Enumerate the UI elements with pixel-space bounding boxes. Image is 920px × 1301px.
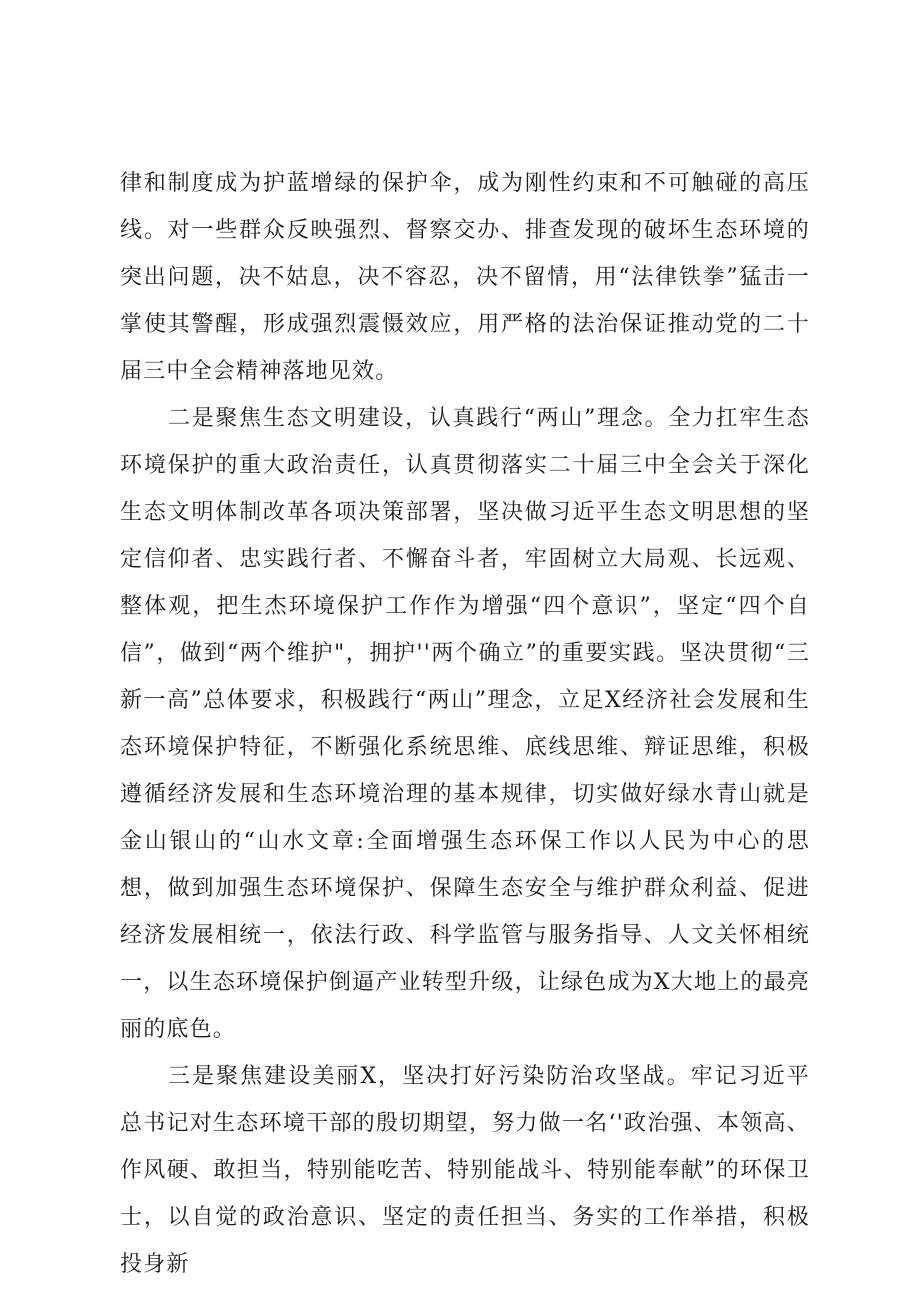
paragraph-beautiful-x: 三是聚焦建设美丽X，坚决打好污染防治攻坚战。牢记习近平总书记对生态环境干部的殷切期望，努力做一名‘'政治强、本领高、作风硬、敢担当，特别能吃苦、特别能战斗、特别能奉献”的环保卫士，以自觉的政治意识、坚定的责任担当、务实的工作举措，积极投身新 bbox=[120, 1064, 810, 1277]
paragraph-ecological-civilization: 二是聚焦生态文明建设，认真践行“两山”理念。全力扛牢生态环境保护的重大政治责任，认真贯彻落实二十届三中全会关于深化生态文明体制改革各项决策部署，坚决做习近平生态文明思想的坚定信仰者、忠实践行者、不懈奋斗者，牢固树立大局观、长远观、整体观，把生杰环境保护工作作为增强“四个意识”，坚定“四个自信”，做到“两个维护"，拥护''两个确立”的重要实践。坚决贯彻“三新一高”总体要求，积极践行“两山”理念，立足X经济社会发展和生态环境保护特征，不断强化系统思维、底线思维、辩证思维，积极遵循经济发展和生态环境治理的基本规律，切实做好绿水青山就是金山银山的“山水文章:全面增强生态环保工作以人民为中心的思想，做到加强生态环境保护、保障生态安全与维护群众利益、促进经济发展相统一，依法行政、科学监管与服务指导、人文关怀相统一，以生态环境保护倒逼产业转型升级，让绿色成为X大地上的最亮丽的底色。 bbox=[120, 406, 810, 1042]
paragraph-continuation: 律和制度成为护蓝增绿的保护伞，成为刚性约束和不可触碰的高压线。对一些群众反映强烈、督察交办、排查发现的破坏生态环境的突出问题，决不姑息，决不容忍，决不留情，用“法律铁拳”猛击一掌使其警醒，形成强烈震慑效应，用严格的法治保证推动党的二十届三中全会精神落地见效。 bbox=[120, 171, 810, 384]
body-text bbox=[120, 160, 810, 1288]
